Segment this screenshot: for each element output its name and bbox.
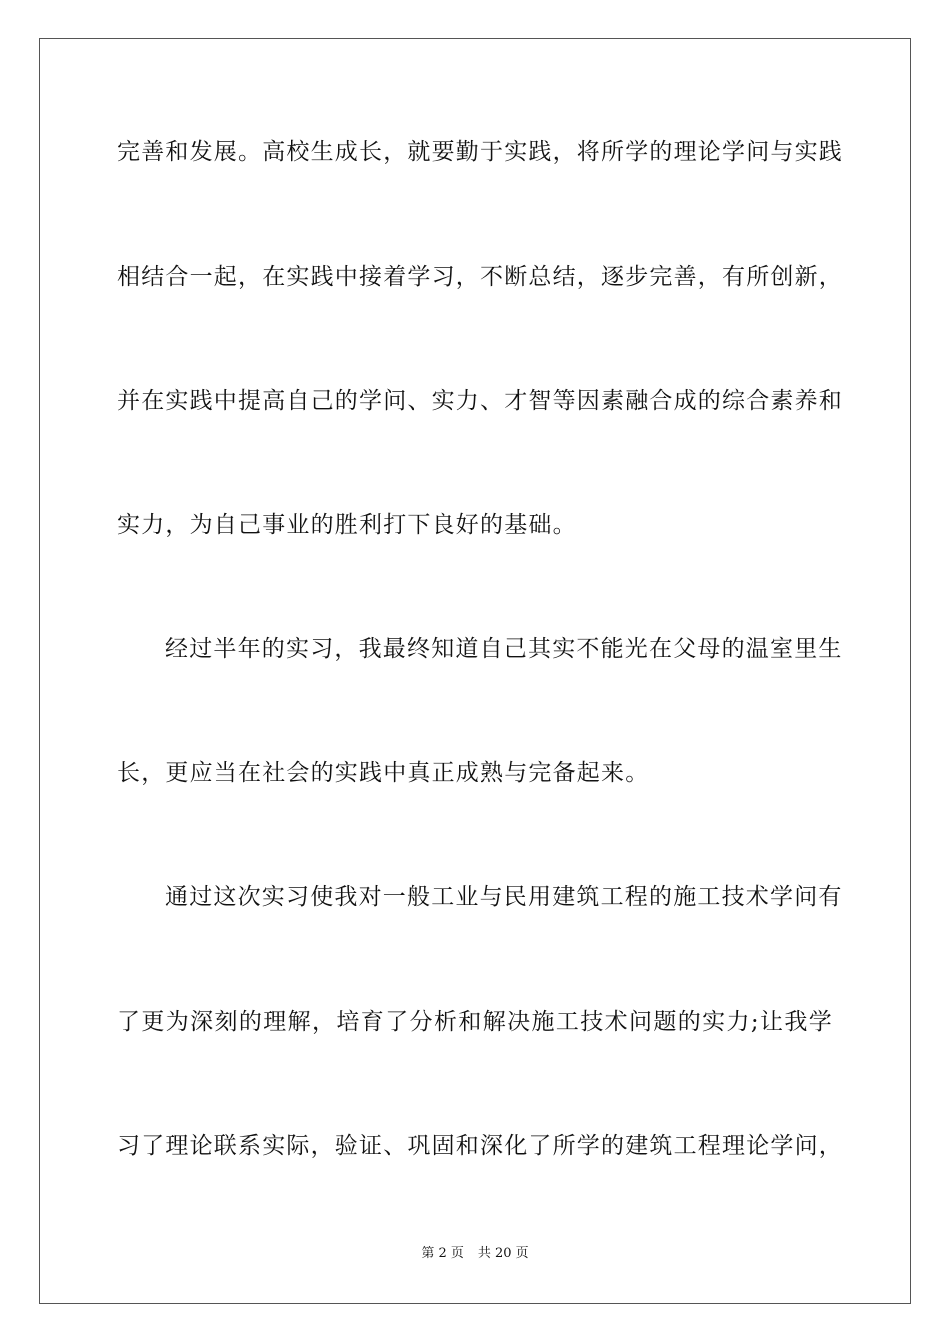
page-footer — [0, 1246, 950, 1262]
body-text-line: 长，更应当在社会的实践中真正成熟与完备起来。 — [117, 760, 650, 786]
page-frame — [39, 38, 911, 1304]
body-text-line: 了更为深刻的理解，培育了分析和解决施工技术问题的实力;让我学 — [117, 1009, 833, 1035]
body-text-line: 完善和发展。高校生成长，就要勤于实践，将所学的理论学问与实践 — [117, 139, 843, 165]
body-text-line: 实力，为自己事业的胜利打下良好的基础。 — [117, 512, 577, 538]
paragraph-start-line: 经过半年的实习，我最终知道自己其实不能光在父母的温室里生 — [165, 636, 843, 662]
page-number: 第 2 页 — [421, 1246, 464, 1261]
body-text-line: 相结合一起，在实践中接着学习，不断总结，逐步完善，有所创新， — [117, 264, 843, 290]
body-text-line: 并在实践中提高自己的学问、实力、才智等因素融合成的综合素养和 — [117, 388, 843, 414]
body-text-line: 习了理论联系实际，验证、巩固和深化了所学的建筑工程理论学问， — [117, 1133, 843, 1159]
total-pages: 共 20 页 — [477, 1246, 529, 1261]
paragraph-start-line: 通过这次实习使我对一般工业与民用建筑工程的施工技术学问有 — [165, 884, 843, 910]
